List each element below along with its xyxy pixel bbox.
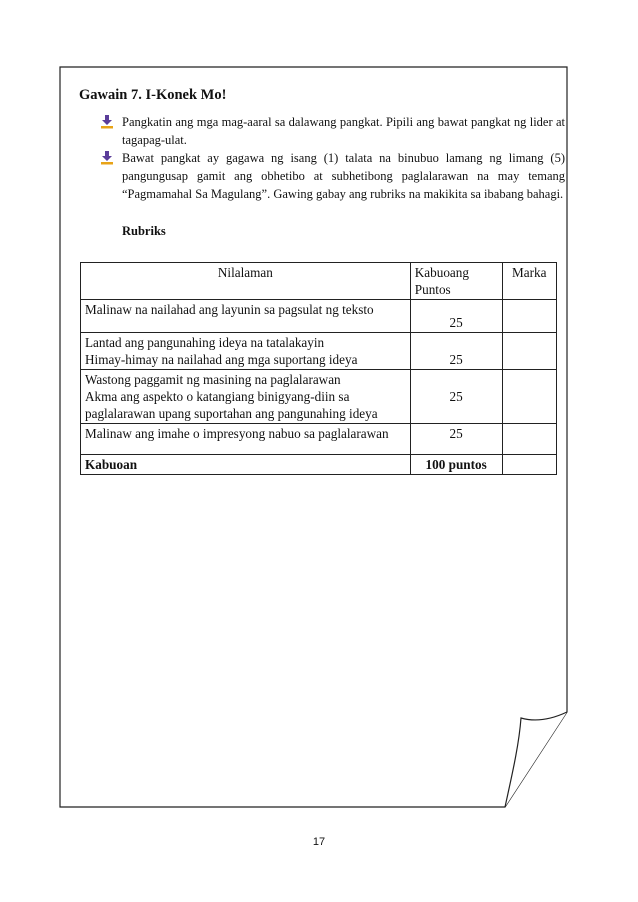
criterion-line: Wastong paggamit ng masining na paglalarawan — [85, 372, 341, 387]
rubric-label: Rubriks — [122, 224, 166, 238]
criterion-cell — [81, 333, 411, 370]
page-number: 17 — [312, 836, 326, 848]
score-cell[interactable] — [502, 333, 556, 370]
header-content: Nilalaman — [81, 263, 411, 300]
criterion-line: Lantad ang pangunahing ideya na tatalakayin — [85, 335, 325, 350]
instruction-text: Pangkatin ang mga mag-aaral sa dalawang pangkat. Pipili ang bawat pangkat ng lider at tagapag-ulat. — [122, 115, 565, 147]
criterion-line: paglalarawan upang suportahan ang pangunahing ideya — [85, 406, 378, 421]
criterion-cell — [81, 424, 411, 455]
header-score: Marka — [502, 263, 556, 300]
instruction-item — [100, 149, 565, 203]
criterion-line: Himay-himay na nailahad ang mga suportang ideya — [85, 352, 358, 367]
header-points: Kabuoang Puntos — [410, 263, 502, 300]
points-cell: 25 — [410, 424, 502, 455]
points-cell: 25 — [410, 333, 502, 370]
instruction-text: Bawat pangkat ay gagawa ng isang (1) talata na binubuo lamang ng limang (5) pangungusap gamit ang obhetibo at subhetibong paglalarawan na may temang “Pagmamahal Sa Magulang”. Gawing gabay ang rubriks na makikita sa ibabang bahagi. — [122, 151, 565, 201]
points-cell: 25 — [410, 300, 502, 333]
table-header-row — [81, 263, 557, 300]
total-points: 100 puntos — [410, 455, 502, 475]
instruction-list — [100, 113, 565, 203]
total-label: Kabuoan — [81, 455, 411, 475]
score-cell[interactable] — [502, 424, 556, 455]
arrow-down-bullet-icon — [100, 115, 114, 129]
criterion-line: Malinaw na nailahad ang layunin sa pagsulat ng teksto — [85, 302, 374, 317]
criterion-cell — [81, 370, 411, 424]
score-cell[interactable] — [502, 370, 556, 424]
rubric-table — [80, 262, 557, 475]
table-total-row — [81, 455, 557, 475]
criterion-cell — [81, 300, 411, 333]
table-row — [81, 333, 557, 370]
table-row — [81, 370, 557, 424]
activity-heading: Gawain 7. I-Konek Mo! — [79, 87, 227, 103]
arrow-down-bullet-icon — [100, 151, 114, 165]
table-row — [81, 300, 557, 333]
total-score-cell[interactable] — [502, 455, 556, 475]
points-cell: 25 — [410, 370, 502, 424]
criterion-line: Malinaw ang imahe o impresyong nabuo sa paglalarawan — [85, 426, 389, 441]
score-cell[interactable] — [502, 300, 556, 333]
table-row — [81, 424, 557, 455]
criterion-line: Akma ang aspekto o katangiang binigyang-diin sa — [85, 389, 350, 404]
instruction-item — [100, 113, 565, 149]
